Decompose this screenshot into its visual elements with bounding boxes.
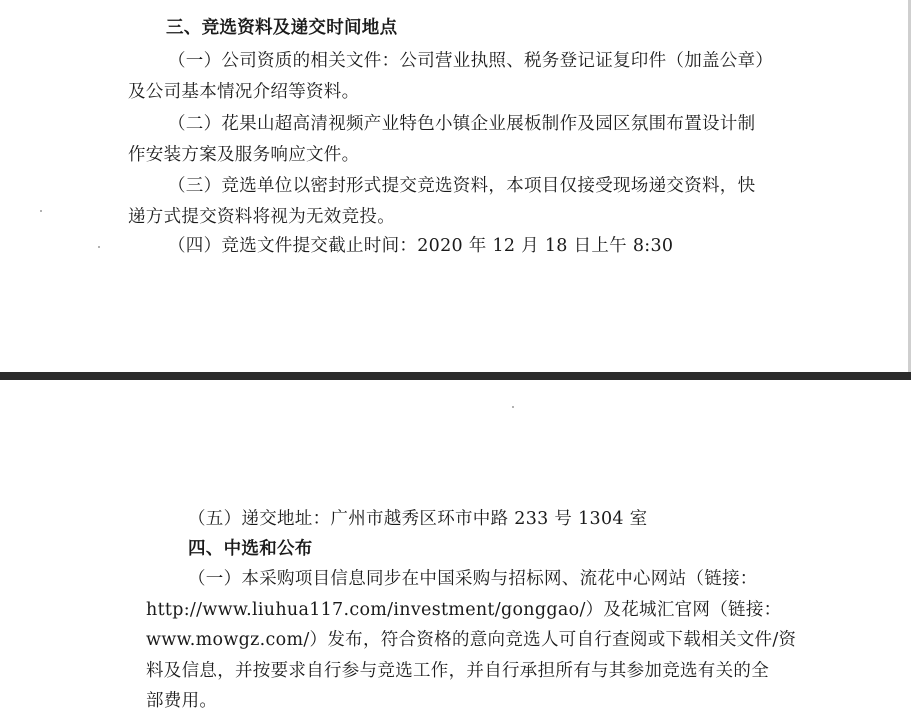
page-divider [0, 372, 911, 380]
paragraph-2-line-1: （二）花果山超高清视频产业特色小镇企业展板制作及园区氛围布置设计制 [168, 114, 756, 134]
section-heading-3: 三、竞选资料及递交时间地点 [166, 18, 398, 38]
paragraph-1-line-2: 及公司基本情况介绍等资料。 [128, 82, 360, 102]
scan-speck [512, 406, 514, 408]
paragraph-6-line-2: http://www.liuhua117.com/investment/gonggao/）及花城汇官网（链接： [146, 600, 782, 620]
paragraph-6-line-3: www.mowgz.com/）发布，符合资格的意向竞选人可自行查阅或下载相关文件/资 [146, 630, 797, 650]
scan-speck [40, 210, 42, 212]
paragraph-4-line-1: （四）竞选文件提交截止时间：2020 年 12 月 18 日上午 8:30 [168, 236, 674, 256]
paragraph-6-line-5: 部费用。 [146, 691, 218, 711]
document-page-bottom [0, 380, 911, 716]
paragraph-3-line-1: （三）竞选单位以密封形式提交竞选资料，本项目仅接受现场递交资料，快 [168, 176, 756, 196]
paragraph-6-line-1: （一）本采购项目信息同步在中国采购与招标网、流花中心网站（链接： [188, 569, 758, 589]
section-heading-4: 四、中选和公布 [188, 539, 313, 559]
scan-speck [98, 246, 100, 248]
paragraph-3-line-2: 递方式提交资料将视为无效竞投。 [128, 207, 395, 227]
paragraph-5-line-1: （五）递交地址：广州市越秀区环市中路 233 号 1304 室 [188, 509, 648, 529]
paragraph-6-line-4: 料及信息，并按要求自行参与竞选工作，并自行承担所有与其参加竞选有关的全 [146, 661, 769, 681]
paragraph-2-line-2: 作安装方案及服务响应文件。 [128, 145, 360, 165]
paragraph-1-line-1: （一）公司资质的相关文件：公司营业执照、税务登记证复印件（加盖公章） [168, 51, 774, 71]
